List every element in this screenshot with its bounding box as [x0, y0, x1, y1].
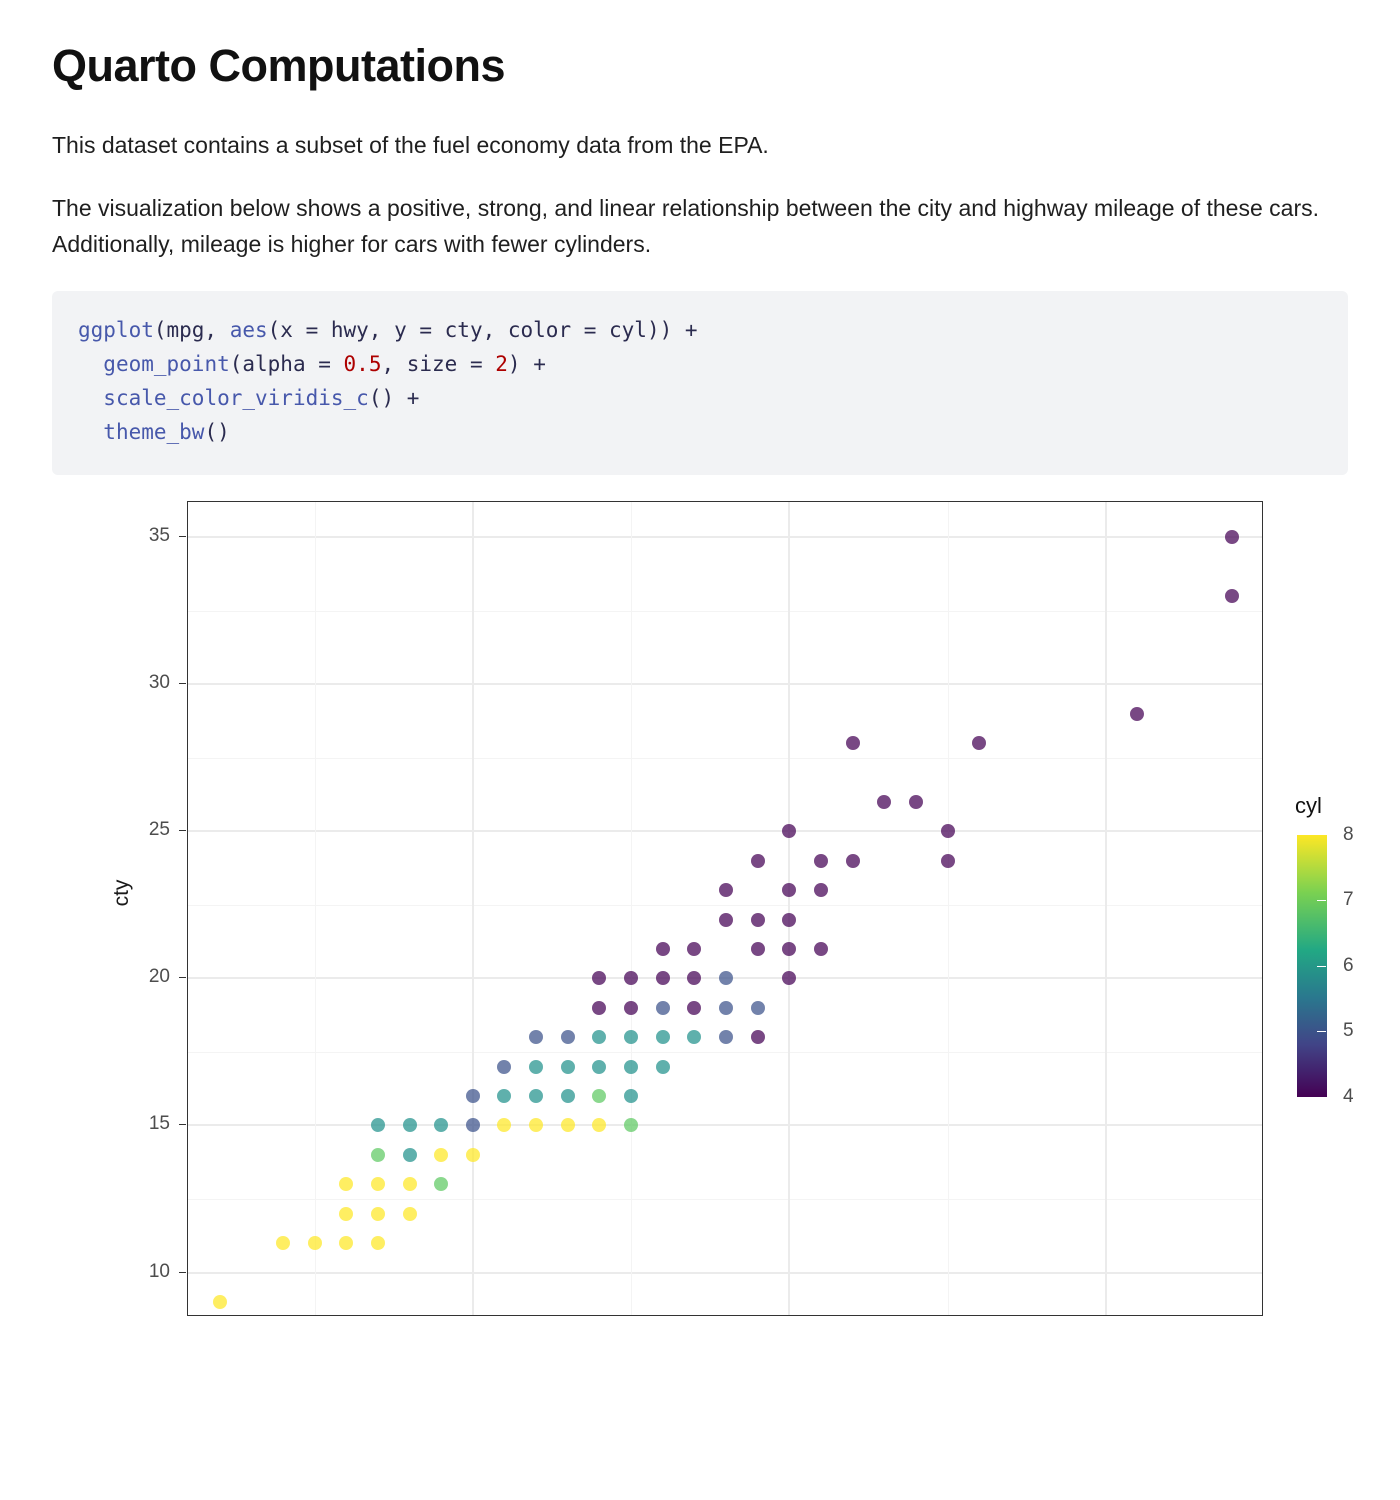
data-point	[308, 1236, 322, 1250]
y-tick-label: 30	[148, 672, 170, 694]
legend-tick-mark	[1317, 966, 1326, 967]
code-token: 0.5	[343, 351, 382, 376]
data-point	[529, 1030, 543, 1044]
data-point	[403, 1118, 417, 1132]
gridline-y-minor	[188, 758, 1263, 759]
data-point	[466, 1118, 480, 1132]
gridline-y	[188, 536, 1263, 538]
gridline-x	[472, 502, 474, 1316]
gridline-y-minor	[188, 1052, 1263, 1053]
data-point	[624, 1001, 638, 1015]
legend-key-label: 4	[1343, 1085, 1354, 1107]
data-point	[687, 971, 701, 985]
gridline-y	[188, 1124, 1263, 1126]
code-token: 2	[495, 351, 508, 376]
data-point	[339, 1236, 353, 1250]
data-point	[371, 1207, 385, 1221]
gridline-y	[188, 1272, 1263, 1274]
gridline-x-minor	[315, 502, 316, 1316]
data-point	[814, 942, 828, 956]
data-point	[624, 1030, 638, 1044]
legend-tick-mark	[1317, 1031, 1326, 1032]
scatter-plot	[52, 493, 1352, 1333]
gridline-x	[788, 502, 790, 1316]
data-point	[529, 1118, 543, 1132]
plot-panel	[187, 501, 1263, 1316]
code-token: ggplot	[78, 317, 154, 342]
data-point	[941, 824, 955, 838]
data-point	[719, 1030, 733, 1044]
data-point	[371, 1118, 385, 1132]
data-point	[719, 971, 733, 985]
code-token: (x = hwy, y = cty, color = cyl)) +	[267, 317, 698, 342]
data-point	[1225, 530, 1239, 544]
data-point	[276, 1236, 290, 1250]
data-point	[339, 1177, 353, 1191]
data-point	[466, 1089, 480, 1103]
data-point	[719, 1001, 733, 1015]
data-point	[656, 1060, 670, 1074]
gridline-x-minor	[948, 502, 949, 1316]
data-point	[371, 1236, 385, 1250]
data-point	[687, 942, 701, 956]
data-point	[497, 1118, 511, 1132]
data-point	[846, 736, 860, 750]
data-point	[972, 736, 986, 750]
data-point	[719, 883, 733, 897]
data-point	[656, 971, 670, 985]
y-tick-mark	[179, 1272, 186, 1273]
data-point	[434, 1148, 448, 1162]
data-point	[497, 1089, 511, 1103]
data-point	[371, 1177, 385, 1191]
data-point	[782, 913, 796, 927]
data-point	[719, 913, 733, 927]
code-token: ()	[204, 419, 230, 444]
data-point	[434, 1177, 448, 1191]
data-point	[592, 1060, 606, 1074]
gridline-y-minor	[188, 611, 1263, 612]
legend-key-label: 8	[1343, 823, 1354, 845]
paragraph-intro: This dataset contains a subset of the fuel economy data from the EPA.	[52, 131, 769, 158]
data-point	[751, 1001, 765, 1015]
legend-tick-mark	[1317, 900, 1326, 901]
data-point	[941, 854, 955, 868]
y-tick-label: 10	[148, 1260, 170, 1282]
data-point	[656, 1001, 670, 1015]
data-point	[814, 883, 828, 897]
y-tick-mark	[179, 977, 186, 978]
data-point	[656, 942, 670, 956]
data-point	[561, 1030, 575, 1044]
data-point	[624, 1118, 638, 1132]
gridline-x	[1105, 502, 1107, 1316]
data-point	[782, 942, 796, 956]
data-point	[782, 971, 796, 985]
data-point	[846, 854, 860, 868]
gridline-y-minor	[188, 1199, 1263, 1200]
legend-key-label: 6	[1343, 954, 1354, 976]
data-point	[1225, 589, 1239, 603]
code-token: () +	[368, 385, 420, 410]
code-token: ) +	[507, 351, 546, 376]
data-point	[624, 1060, 638, 1074]
data-point	[814, 854, 828, 868]
legend-tick-mark	[1317, 1097, 1326, 1098]
data-point	[592, 1001, 606, 1015]
data-point	[529, 1060, 543, 1074]
data-point	[687, 1030, 701, 1044]
data-point	[497, 1060, 511, 1074]
data-point	[751, 1030, 765, 1044]
data-point	[592, 971, 606, 985]
data-point	[466, 1148, 480, 1162]
gridline-y-minor	[188, 905, 1263, 906]
paragraph-description: The visualization below shows a positive, strong, and linear relationship between the city and highway mileage of these cars. Additionally, mileage is higher for cars with fewer cylinders.	[52, 195, 1319, 258]
y-tick-label: 25	[148, 819, 170, 841]
y-axis-title: cty	[110, 879, 133, 907]
data-point	[339, 1207, 353, 1221]
data-point	[403, 1177, 417, 1191]
code-token: geom_point	[103, 351, 230, 376]
data-point	[592, 1118, 606, 1132]
data-point	[782, 824, 796, 838]
gridline-x-minor	[631, 502, 632, 1316]
y-tick-label: 35	[148, 525, 170, 547]
data-point	[561, 1089, 575, 1103]
data-point	[561, 1060, 575, 1074]
code-token: aes	[229, 317, 268, 342]
data-point	[434, 1118, 448, 1132]
data-point	[529, 1089, 543, 1103]
data-point	[624, 971, 638, 985]
code-token: scale_color_viridis_c	[103, 385, 369, 410]
data-point	[687, 1001, 701, 1015]
y-tick-label: 15	[148, 1113, 170, 1135]
y-tick-label: 20	[148, 966, 170, 988]
data-point	[1130, 707, 1144, 721]
y-tick-mark	[179, 830, 186, 831]
data-point	[751, 854, 765, 868]
data-point	[371, 1148, 385, 1162]
data-point	[782, 883, 796, 897]
y-tick-mark	[179, 536, 186, 537]
data-point	[909, 795, 923, 809]
code-token: theme_bw	[103, 419, 205, 444]
legend-key-label: 5	[1343, 1020, 1354, 1042]
data-point	[213, 1295, 227, 1309]
data-point	[877, 795, 891, 809]
data-point	[624, 1089, 638, 1103]
data-point	[656, 1030, 670, 1044]
data-point	[751, 913, 765, 927]
code-block	[52, 291, 1348, 475]
legend-key-label: 7	[1343, 889, 1354, 911]
data-point	[403, 1207, 417, 1221]
y-tick-mark	[179, 683, 186, 684]
data-point	[751, 942, 765, 956]
code-token: , size =	[381, 351, 496, 376]
gridline-y	[188, 683, 1263, 685]
data-point	[561, 1118, 575, 1132]
y-tick-mark	[179, 1124, 186, 1125]
data-point	[592, 1030, 606, 1044]
legend-title: cyl	[1295, 792, 1322, 818]
code-token: (mpg,	[153, 317, 230, 342]
gridline-y	[188, 830, 1263, 832]
data-point	[403, 1148, 417, 1162]
legend	[1295, 792, 1400, 1107]
code-token: (alpha =	[229, 351, 344, 376]
data-point	[592, 1089, 606, 1103]
page-title: Quarto Computations	[52, 40, 505, 91]
